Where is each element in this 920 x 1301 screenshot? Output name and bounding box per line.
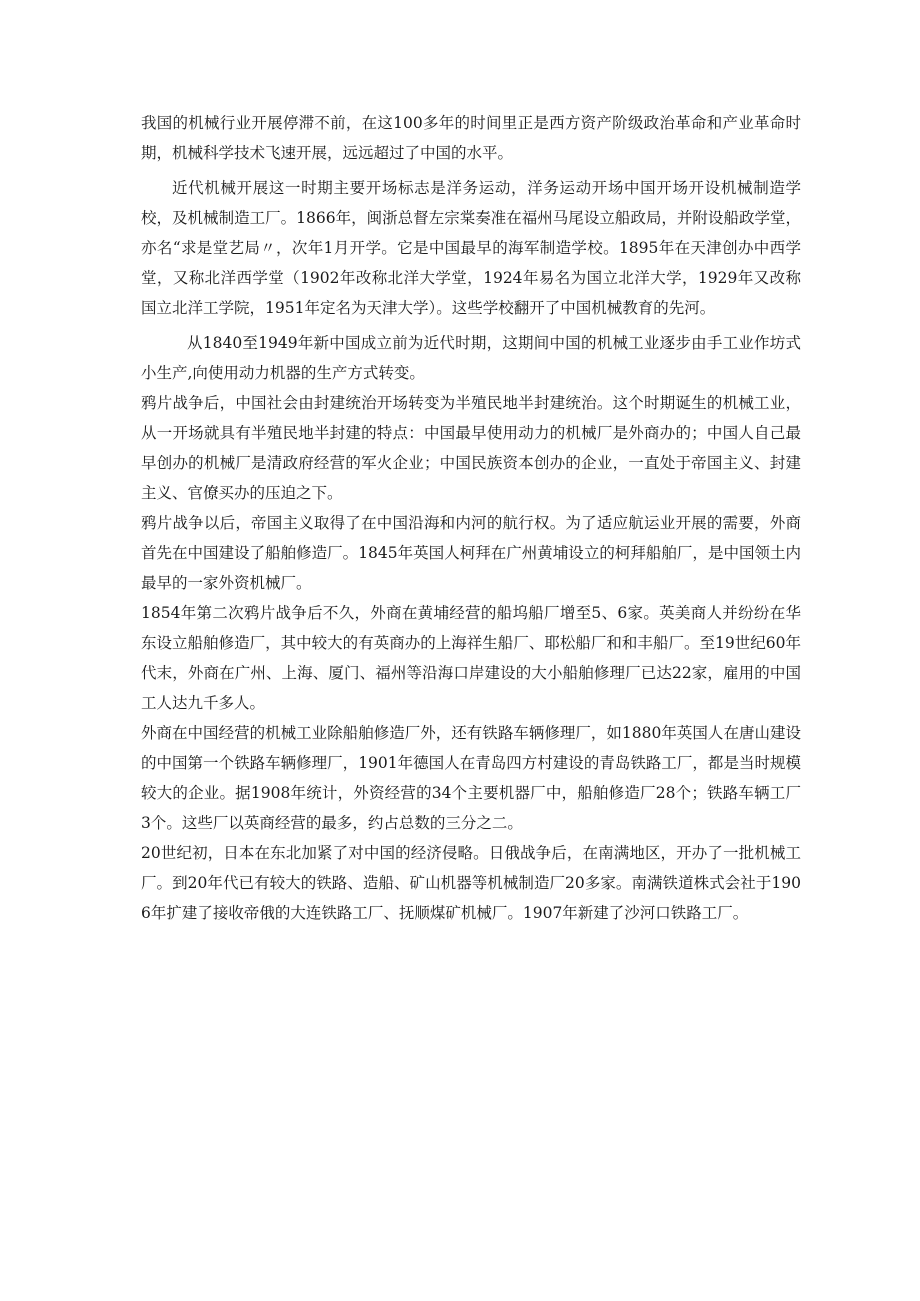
paragraph-3: 从1840至1949年新中国成立前为近代时期，这期间中国的机械工业逐步由手工业作坊式小生产,向使用动力机器的生产方式转变。 [141,334,801,382]
paragraph-7: 外商在中国经营的机械工业除船舶修造厂外，还有铁路车辆修理厂，如1880年英国人在唐山建设的中国第一个铁路车辆修理厂，1901年德国人在青岛四方村建设的青岛铁路工厂，都是当时规模较大的企业。据1908年统计，外资经营的34个主要机器厂中，船舶修造厂28个；铁路车辆工厂3个。这些厂以英商经营的最多，约占总数的三分之二。 [141,724,801,832]
paragraph-1: 我国的机械行业开展停滞不前，在这100多年的时间里正是西方资产阶级政治革命和产业革命时期，机械科学技术飞速开展，远远超过了中国的水平。 [141,114,801,162]
paragraph-2: 近代机械开展这一时期主要开场标志是洋务运动，洋务运动开场中国开场开设机械制造学校，及机械制造工厂。1866年，闽浙总督左宗棠奏准在福州马尾设立船政局，并附设船政学堂，亦名“求是堂艺局〃，次年1月开学。它是中国最早的海军制造学校。1895年在天津创办中西学堂，又称北洋西学堂（1902年改称北洋大学堂，1924年易名为国立北洋大学，1929年又改称国立北洋工学院，1951年定名为天津大学）。这些学校翻开了中国机械教育的先河。 [141,179,801,317]
paragraph-5: 鸦片战争以后，帝国主义取得了在中国沿海和内河的航行权。为了适应航运业开展的需要，外商首先在中国建设了船舶修造厂。1845年英国人柯拜在广州黄埔设立的柯拜船舶厂，是中国领土内最早的一家外资机械厂。 [141,514,801,592]
paragraph-8: 20世纪初，日本在东北加紧了对中国的经济侵略。日俄战争后，在南满地区，开办了一批机械工厂。到20年代已有较大的铁路、造船、矿山机器等机械制造厂20多家。南满铁道株式会社于1906年扩建了接收帝俄的大连铁路工厂、抚顺煤矿机械厂。1907年新建了沙河口铁路工厂。 [141,844,801,922]
body-text [141,108,801,928]
paragraph-4: 鸦片战争后，中国社会由封建统治开场转变为半殖民地半封建统治。这个时期诞生的机械工业，从一开场就具有半殖民地半封建的特点：中国最早使用动力的机械厂是外商办的；中国人自己最早创办的机械厂是清政府经营的军火企业；中国民族资本创办的企业，一直处于帝国主义、封建主义、官僚买办的压迫之下。 [141,394,801,502]
paragraph-6: 1854年第二次鸦片战争后不久，外商在黄埔经营的船坞船厂增至5、6家。英美商人并纷纷在华东设立船舶修造厂，其中较大的有英商办的上海祥生船厂、耶松船厂和和丰船厂。至19世纪60年代末，外商在广州、上海、厦门、福州等沿海口岸建设的大小船舶修理厂已达22家，雇用的中国工人达九千多人。 [141,604,801,712]
